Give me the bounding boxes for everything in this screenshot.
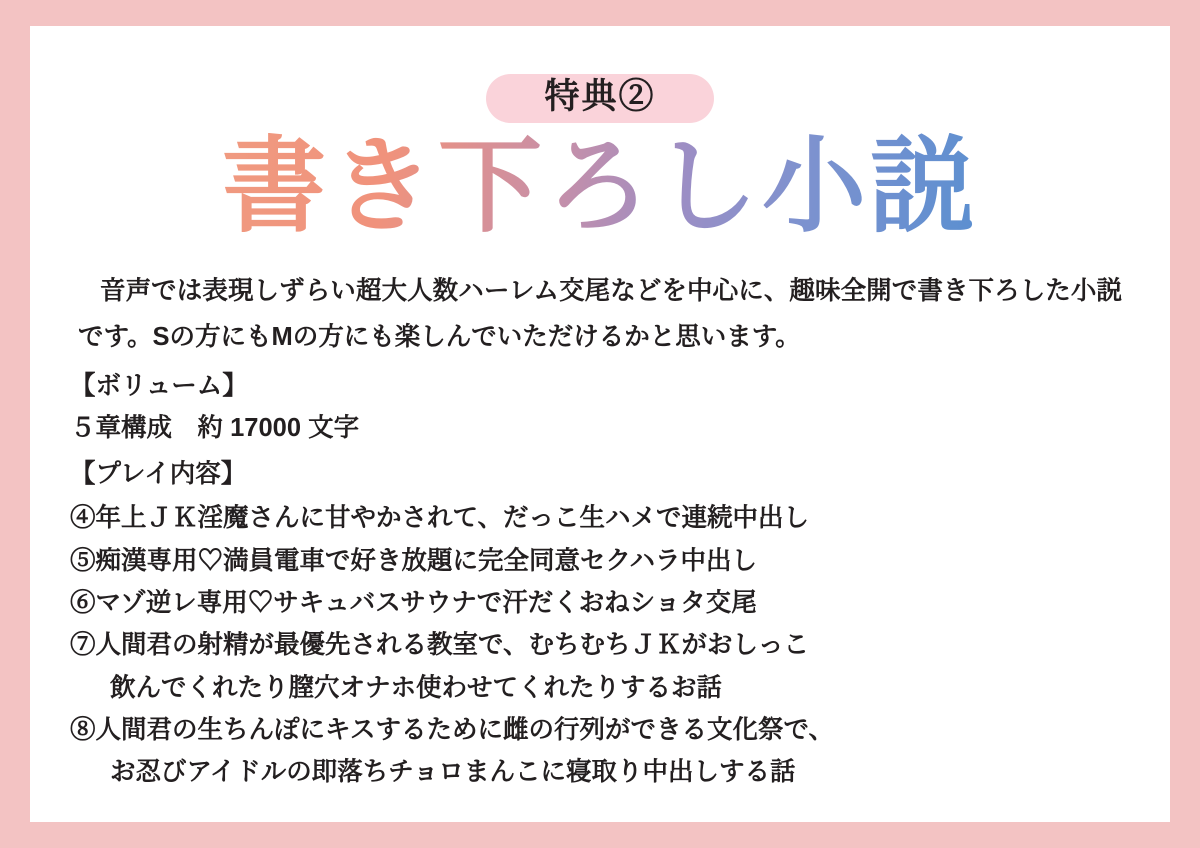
play-heading: 【プレイ内容】 <box>70 460 247 489</box>
page-title: 書き下ろし小説 <box>221 128 978 245</box>
list-item: ④年上ＪＫ淫魔さんに甘やかされて、だっこ生ハメで連続中出し <box>70 504 809 533</box>
play-item-list <box>70 497 1130 793</box>
list-item-continuation: お忍びアイドルの即落ちチョロまんこに寝取り中出しする話 <box>110 758 796 787</box>
list-item: ⑤痴漢専用♡満員電車で好き放題に完全同意セクハラ中出し <box>70 546 757 575</box>
list-item: ⑦人間君の射精が最優先される教室で、むちむちＪＫがおしっこ <box>70 631 809 660</box>
play-section <box>70 453 1130 794</box>
badge-container <box>70 70 1130 127</box>
intro-paragraph: 音声では表現しずらい超大人数ハーレム交尾などを中心に、趣味全開で書き下ろした小説です。Sの方にもMの方にも楽しんでいただけるかと思います。 <box>78 276 1122 352</box>
badge-label: 特典② <box>544 77 656 116</box>
list-item: ⑧人間君の生ちんぽにキスするために雌の行列ができる文化祭で、 <box>70 716 834 745</box>
list-item: ⑥マゾ逆レ専用♡サキュバスサウナで汗だくおねショタ交尾 <box>70 589 757 618</box>
bonus-badge <box>486 70 713 127</box>
list-item-continuation: 飲んでくれたり膣穴オナホ使わせてくれたりするお話 <box>110 673 723 702</box>
volume-section <box>70 365 1130 450</box>
volume-value: ５章構成 約 17000 文字 <box>70 413 360 442</box>
volume-heading: 【ボリューム】 <box>70 371 248 400</box>
title-container <box>70 128 1130 245</box>
content-card <box>30 26 1170 822</box>
